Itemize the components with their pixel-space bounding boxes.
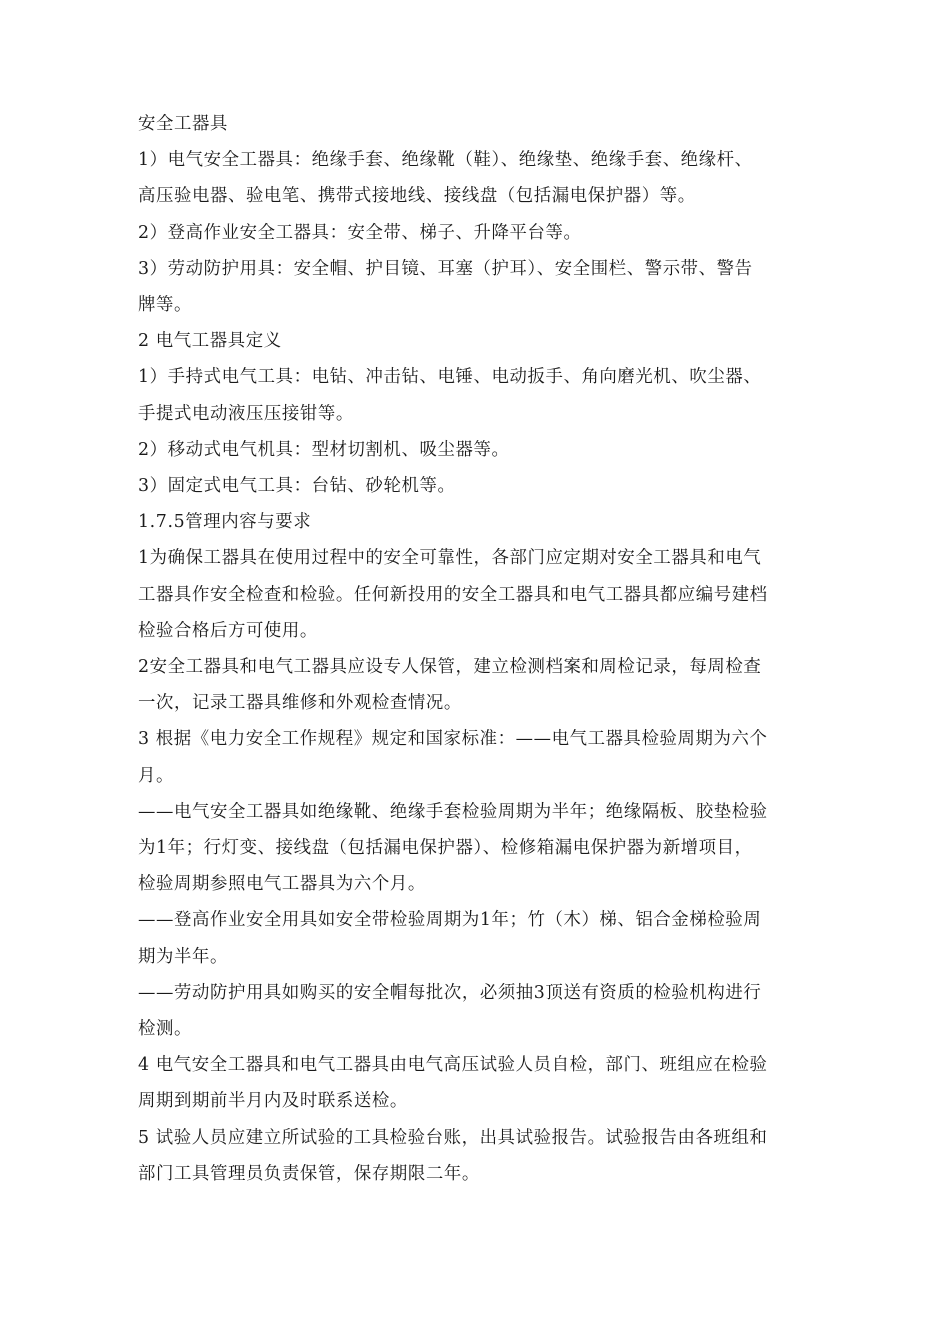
text-line: 检验合格后方可使用。 [138, 620, 318, 641]
text-line: 检验周期参照电气工器具为六个月。 [138, 874, 426, 895]
paragraph [138, 794, 816, 903]
text-line: 3）固定式电气工具：台钻、砂轮机等。 [138, 476, 456, 497]
paragraph [138, 106, 816, 142]
paragraph [138, 902, 816, 974]
text-line: 4 电气安全工器具和电气工器具由电气高压试验人员自检，部门、班组应在检验 [138, 1055, 768, 1076]
text-line: 手提式电动液压压接钳等。 [138, 403, 354, 424]
text-line: 2 电气工器具定义 [138, 331, 282, 352]
text-line: 期为半年。 [138, 946, 228, 967]
paragraph [138, 432, 816, 468]
text-line: 部门工具管理员负责保管，保存期限二年。 [138, 1163, 480, 1184]
text-line: ——劳动防护用具如购买的安全帽每批次，必须抽3顶送有资质的检验机构进行 [138, 982, 762, 1003]
paragraph [138, 215, 816, 251]
text-line: 周期到期前半月内及时联系送检。 [138, 1091, 408, 1112]
paragraph [138, 649, 816, 721]
paragraph [138, 323, 816, 359]
text-line: 工器具作安全检查和检验。任何新投用的安全工器具和电气工器具都应编号建档 [138, 584, 768, 605]
paragraph [138, 1120, 816, 1192]
text-line: 2）移动式电气机具：型材切割机、吸尘器等。 [138, 439, 510, 460]
paragraph [138, 975, 816, 1047]
paragraph [138, 468, 816, 504]
paragraph [138, 251, 816, 323]
document-page [138, 106, 816, 1192]
text-line: 3）劳动防护用具：安全帽、护目镜、耳塞（护耳）、安全围栏、警示带、警告 [138, 258, 753, 279]
text-line: 5 试验人员应建立所试验的工具检验台账，出具试验报告。试验报告由各班组和 [138, 1127, 768, 1148]
text-line: 1）手持式电气工具：电钻、冲击钻、电锤、电动扳手、角向磨光机、吹尘器、 [138, 367, 762, 388]
text-line: 1.7.5管理内容与要求 [138, 512, 312, 533]
paragraph [138, 540, 816, 649]
text-line: 1）电气安全工器具：绝缘手套、绝缘靴（鞋）、绝缘垫、绝缘手套、绝缘杆、 [138, 150, 753, 171]
paragraph [138, 721, 816, 793]
text-line: 检测。 [138, 1019, 192, 1040]
text-line: 牌等。 [138, 295, 192, 316]
paragraph [138, 359, 816, 431]
text-line: 为1年；行灯变、接线盘（包括漏电保护器）、检修箱漏电保护器为新增项目， [138, 838, 753, 859]
text-line: 安全工器具 [138, 114, 228, 134]
paragraph [138, 1047, 816, 1119]
paragraph [138, 142, 816, 214]
text-line: 高压验电器、验电笔、携带式接地线、接线盘（包括漏电保护器）等。 [138, 186, 696, 207]
text-line: ——电气安全工器具如绝缘靴、绝缘手套检验周期为半年；绝缘隔板、胶垫检验 [138, 801, 768, 822]
text-line: 一次，记录工器具维修和外观检查情况。 [138, 693, 462, 714]
text-line: 3 根据《电力安全工作规程》规定和国家标准：——电气工器具检验周期为六个 [138, 729, 768, 750]
text-line: 2安全工器具和电气工器具应设专人保管，建立检测档案和周检记录，每周检查 [138, 657, 762, 678]
text-line: ——登高作业安全用具如安全带检验周期为1年；竹（木）梯、铝合金梯检验周 [138, 910, 762, 931]
text-line: 2）登高作业安全工器具：安全带、梯子、升降平台等。 [138, 222, 582, 243]
paragraph [138, 504, 816, 540]
text-line: 1为确保工器具在使用过程中的安全可靠性，各部门应定期对安全工器具和电气 [138, 548, 762, 569]
text-line: 月。 [138, 765, 174, 786]
